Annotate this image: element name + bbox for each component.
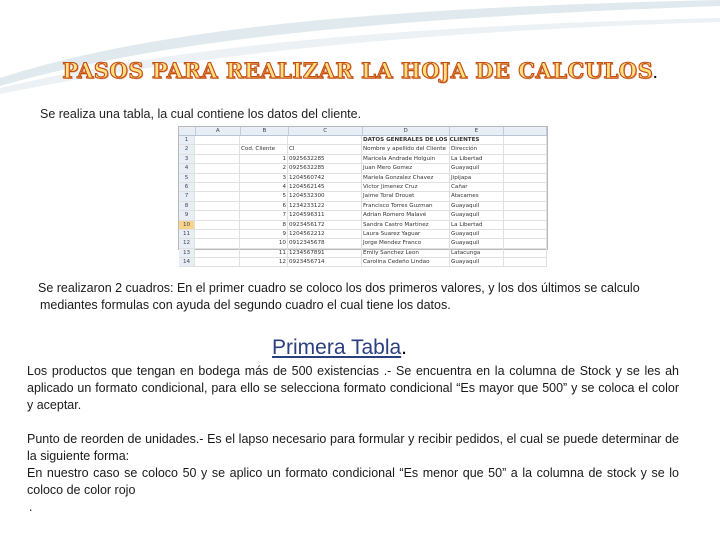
cell-ci: 1204560742 bbox=[288, 174, 362, 182]
cell-name: Jaime Toral Drouet bbox=[362, 192, 450, 200]
table-row bbox=[179, 230, 547, 239]
column-header-blank bbox=[504, 127, 547, 135]
cell-name: Victor Jimenez Cruz bbox=[362, 183, 450, 191]
paragraph-cuadros-line1: Se realizaron 2 cuadros: En el primer cuadro se coloco los dos primeros valores, y los dos últimos se calculo bbox=[38, 281, 640, 295]
cell-a bbox=[195, 230, 240, 238]
cell-name: Maricela Andrade Holguin bbox=[362, 155, 450, 163]
cell-a bbox=[195, 202, 240, 210]
row-number: 3 bbox=[179, 155, 195, 163]
cell-cod: 1 bbox=[240, 155, 288, 163]
cell-direccion: Cañar bbox=[450, 183, 504, 191]
cell-blank bbox=[504, 155, 547, 163]
header-ci: CI bbox=[288, 145, 362, 153]
cell-blank bbox=[504, 249, 547, 257]
paragraph-reorden-line1: Punto de reorden de unidades.- Es el lapso necesario para formular y recibir pedidos, el cual se puede determinar de la siguiente forma: bbox=[27, 432, 679, 463]
cell-blank bbox=[504, 164, 547, 172]
cell-cod: 6 bbox=[240, 202, 288, 210]
paragraph-reorden bbox=[27, 431, 679, 499]
table-row bbox=[179, 211, 547, 220]
cell-direccion: Guayaquil bbox=[450, 239, 504, 247]
cell-cod: 12 bbox=[240, 258, 288, 266]
cell-a bbox=[195, 192, 240, 200]
cell-ci: 1234567891 bbox=[288, 249, 362, 257]
cell-blank bbox=[504, 239, 547, 247]
cell-ci: 0923456714 bbox=[288, 258, 362, 266]
sheet-title: DATOS GENERALES DE LOS CLIENTES bbox=[363, 137, 480, 143]
row-number: 1 bbox=[179, 136, 195, 144]
cell-blank bbox=[504, 202, 547, 210]
page-title bbox=[0, 58, 720, 83]
cell-name: Francisco Torres Guzman bbox=[362, 202, 450, 210]
column-header-c: C bbox=[289, 127, 363, 135]
cell-cod: 11 bbox=[240, 249, 288, 257]
column-header-e: E bbox=[450, 127, 504, 135]
cell-direccion: Latacunga bbox=[450, 249, 504, 257]
cell-ci: 0923456172 bbox=[288, 221, 362, 229]
row-number: 10 bbox=[179, 221, 195, 229]
paragraph-reorden-line2: En nuestro caso se coloco 50 y se aplico un formato condicional “Es menor que 50” a la columna de stock y se lo coloco de color rojo bbox=[27, 466, 679, 497]
cell-a bbox=[195, 155, 240, 163]
cell-direccion: Jipijapa bbox=[450, 174, 504, 182]
cell-a bbox=[195, 258, 240, 266]
cell-cod: 3 bbox=[240, 174, 288, 182]
cell-ci: 1204562212 bbox=[288, 230, 362, 238]
cell-name: Sandra Castro Martinez bbox=[362, 221, 450, 229]
cell-direccion: Atacames bbox=[450, 192, 504, 200]
cell-a bbox=[195, 239, 240, 247]
table-row bbox=[179, 174, 547, 183]
cell-ci: 0925632285 bbox=[288, 155, 362, 163]
cell-direccion: Guayaquil bbox=[450, 211, 504, 219]
cell-blank bbox=[504, 192, 547, 200]
corner-cell bbox=[179, 127, 196, 135]
title-period: . bbox=[653, 65, 658, 81]
cell-blank bbox=[504, 258, 547, 266]
intro-text: Se realiza una tabla, la cual contiene los datos del cliente. bbox=[40, 107, 362, 121]
row-number: 4 bbox=[179, 164, 195, 172]
paragraph-cuadros bbox=[38, 280, 678, 314]
sheet-title-row bbox=[179, 136, 547, 145]
subtitle-period: . bbox=[401, 336, 408, 359]
cell-blank bbox=[504, 221, 547, 229]
row-number: 2 bbox=[179, 145, 195, 153]
cell-cod: 7 bbox=[240, 211, 288, 219]
cell-direccion: Guayaquil bbox=[450, 202, 504, 210]
cell-name: Carolina Cedeño Lindao bbox=[362, 258, 450, 266]
row-number: 14 bbox=[179, 258, 195, 266]
cell-cod: 8 bbox=[240, 221, 288, 229]
row-number: 12 bbox=[179, 239, 195, 247]
column-header-d: D bbox=[363, 127, 450, 135]
cell-a bbox=[195, 174, 240, 182]
table-row bbox=[179, 221, 547, 230]
table-row bbox=[179, 239, 547, 248]
row-number: 11 bbox=[179, 230, 195, 238]
cell-name: Jorge Mendez Franco bbox=[362, 239, 450, 247]
cell-blank bbox=[504, 174, 547, 182]
paragraph-existencias: Los productos que tengan en bodega más de 500 existencias .- Se encuentra en la columna de Stock y se les ah aplicado un formato condicional, para ello se selecciona formato condicional “Es mayor que 500” y se coloca el color y aceptar. bbox=[27, 364, 679, 412]
cell-a bbox=[195, 183, 240, 191]
cell-cod: 10 bbox=[240, 239, 288, 247]
cell-cod: 5 bbox=[240, 192, 288, 200]
table-row bbox=[179, 258, 547, 267]
table-row bbox=[179, 192, 547, 201]
cell-blank bbox=[504, 183, 547, 191]
subtitle-text: Primera Tabla bbox=[272, 336, 402, 359]
cell-direccion: La Libertad bbox=[450, 221, 504, 229]
cell-ci: 1234233122 bbox=[288, 202, 362, 210]
cell-a bbox=[195, 249, 240, 257]
row-number: 5 bbox=[179, 174, 195, 182]
cell-cod: 2 bbox=[240, 164, 288, 172]
column-header-b: B bbox=[241, 127, 289, 135]
row-number: 9 bbox=[179, 211, 195, 219]
cell-direccion: Guayaquil bbox=[450, 258, 504, 266]
header-swoosh-decoration bbox=[0, 0, 720, 110]
cell-ci: 0925632285 bbox=[288, 164, 362, 172]
cell-name: Adrian Romero Malavé bbox=[362, 211, 450, 219]
cell-ci: 1204532300 bbox=[288, 192, 362, 200]
row-number: 6 bbox=[179, 183, 195, 191]
cell-a bbox=[195, 164, 240, 172]
header-cod: Cod. Cliente bbox=[240, 145, 288, 153]
title-text: PASOS PARA REALIZAR LA HOJA DE CALCULOS bbox=[62, 58, 654, 83]
cell-direccion: Guayaquil bbox=[450, 164, 504, 172]
cell-name: Emily Sanchez Leon bbox=[362, 249, 450, 257]
section-subtitle bbox=[272, 336, 407, 360]
sheet-data-rows bbox=[179, 155, 547, 268]
table-row bbox=[179, 164, 547, 173]
header-direccion: Dirección bbox=[450, 145, 504, 153]
cell-name: Laura Suarez Yaguar bbox=[362, 230, 450, 238]
row-number: 8 bbox=[179, 202, 195, 210]
cell-cod: 9 bbox=[240, 230, 288, 238]
row-number: 7 bbox=[179, 192, 195, 200]
cell-a bbox=[195, 221, 240, 229]
cell-cod: 4 bbox=[240, 183, 288, 191]
table-row bbox=[179, 202, 547, 211]
sheet-header-row bbox=[179, 145, 547, 154]
cell-blank bbox=[504, 230, 547, 238]
cell-ci: 1204562145 bbox=[288, 183, 362, 191]
cell-direccion: La Libertad bbox=[450, 155, 504, 163]
cell-name: Juan Mero Gomez bbox=[362, 164, 450, 172]
cell-ci: 1204596311 bbox=[288, 211, 362, 219]
cell-direccion: Guayaquil bbox=[450, 230, 504, 238]
table-row bbox=[179, 183, 547, 192]
column-header-row bbox=[179, 127, 547, 136]
paragraph-cuadros-line2: mediantes formulas con ayuda del segundo cuadro el cual tiene los datos. bbox=[40, 298, 451, 312]
row-number: 13 bbox=[179, 249, 195, 257]
cell-name: Mariela Gonzalez Chavez bbox=[362, 174, 450, 182]
spreadsheet-screenshot bbox=[178, 126, 548, 266]
cell-a bbox=[195, 211, 240, 219]
cell-ci: 0912345678 bbox=[288, 239, 362, 247]
table-row bbox=[179, 155, 547, 164]
cell-blank bbox=[504, 211, 547, 219]
end-mark: . bbox=[29, 500, 33, 514]
header-name: Nombre y apellido del Cliente bbox=[362, 145, 450, 153]
column-header-a: A bbox=[196, 127, 241, 135]
table-row bbox=[179, 249, 547, 258]
